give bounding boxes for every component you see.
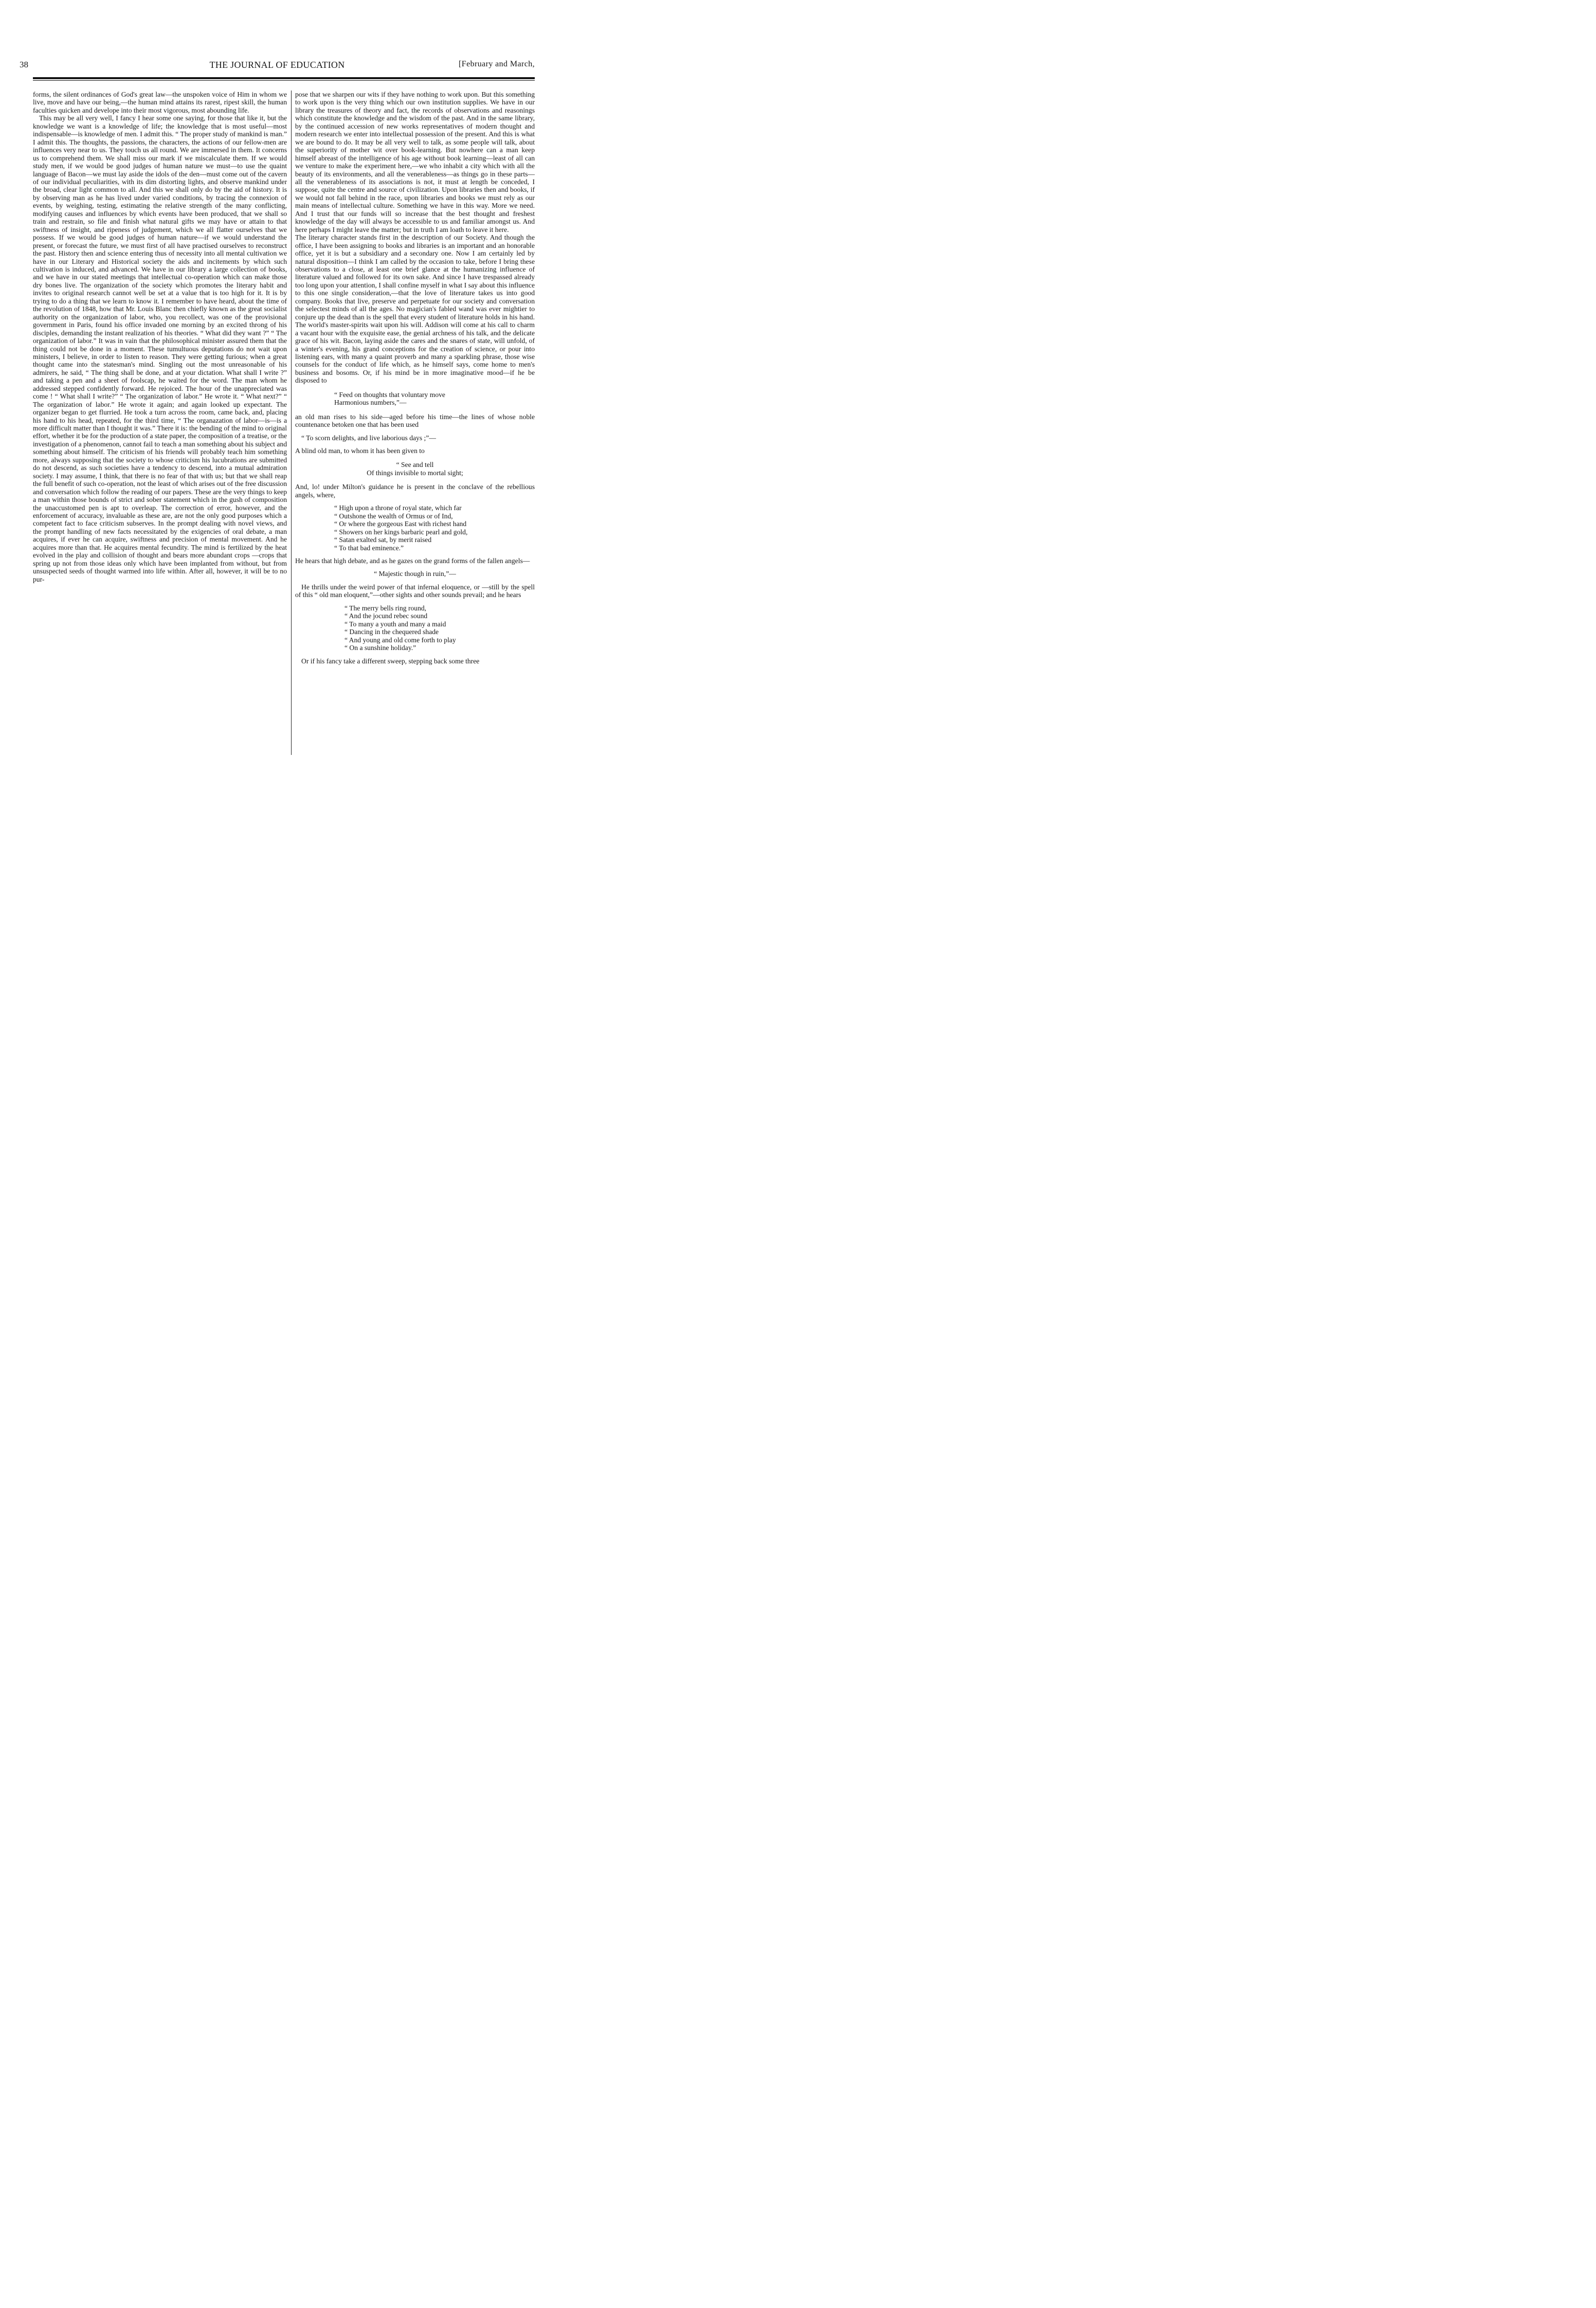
verse-line: “ To scorn delights, and live laborious days ;”— <box>301 434 436 442</box>
right-paragraph-1: pose that we sharpen our wits if they have nothing to work upon. But this something to work upon is the very thing which our own institution supplies. We have in our library the treasures of theory and fact, the records of observations and reasonings which constitute the knowledge and the wisdom of the past. And in the same library, by the continued accession of new works representatives of modern thought and modern research we enter into intellectual possession of the present. And this is what we are bound to do. It may be all very well to talk, as some people will talk, about the superiority of mother wit over book-learning. But nowhere can a man keep himself abreast of the intelligence of his age without book learning—least of all can we venture to make the experiment here,—we who inhabit a city which with all the beauty of its environments, and all the venerableness—as things go in these parts—all the venerableness of its associations is not, it must at length be conceded, I suppose, quite the centre and source of civilization. Upon libraries then and books, if we would not fall behind in the race, upon libraries and books we must rely as our main means of intellectual culture. Something we have in this way. More we need. And I trust that our funds will so increase that the best thought and freshest knowledge of the day will always be accessible to us and familiar amongst us. And here perhaps I might leave the matter; but in truth I am loath to leave it here. <box>295 91 535 233</box>
verse-quote-6 <box>344 604 535 652</box>
verse-line: “ Feed on thoughts that voluntary move <box>334 390 445 399</box>
verse-line: “ Or where the gorgeous East with richest hand <box>334 520 467 528</box>
right-paragraph-4: A blind old man, to whom it has been given to <box>295 447 425 455</box>
verse-quote-1 <box>334 391 535 407</box>
verse-line: Harmonious numbers,”— <box>334 399 407 407</box>
header-rule-thin <box>33 80 535 81</box>
right-paragraph-7: He thrills under the weird power of that infernal eloquence, or —still by the spell of this “ old man eloquent,”—other sights and other sounds prevail; and he hears <box>295 583 535 599</box>
issue-month: [February and March, <box>459 60 535 68</box>
verse-line: “ On a sunshine holiday.” <box>344 644 416 652</box>
right-paragraph-8: Or if his fancy take a different sweep, stepping back some three <box>301 657 480 665</box>
verse-line: “ To that bad eminence.” <box>334 544 404 552</box>
verse-quote-5 <box>295 570 535 578</box>
header-rule <box>33 77 535 79</box>
verse-line: “ High upon a throne of royal state, which far <box>334 504 462 512</box>
right-paragraph-3: an old man rises to his side—aged before his time—the lines of whose noble countenance betoken one that has been used <box>295 412 535 429</box>
verse-quote-2 <box>301 434 535 442</box>
verse-line: “ Showers on her kings barbaric pearl and gold, <box>334 528 468 536</box>
verse-line: “ See and tell <box>396 461 434 469</box>
page-number: 38 <box>20 60 28 69</box>
verse-line: “ Majestic though in ruin,”— <box>374 570 456 578</box>
verse-quote-3 <box>295 461 535 477</box>
right-paragraph-2: The literary character stands first in the description of our Society. And though the office, I have been assigning to books and libraries is an important and an honorable office, yet it is but a subsidiary and a secondary one. Now I am certainly led by natural disposition—I think I am called by the occasion to take, before I bring these observations to a close, at least one brief glance at the humanizing influence of literature valued and followed for its own sake. And since I have trespassed already too long upon your attention, I shall confine myself in what I say about this influence to this one single consideration,—that the love of literature takes us into good company. Books that live, preserve and perpetuate for our society and conversation the selectest minds of all the ages. No magician's fabled wand was ever mightier to conjure up the dead than is the spell that every student of literature holds in his hand. The world's master-spirits wait upon his will. Addison will come at his call to charm a vacant hour with the exquisite ease, the genial archness of his talk, and the delicate grace of his wit. Bacon, laying aside the cares and the snares of state, will unfold, of a winter's evening, his grand conceptions for the creation of science, or pour into listening ears, with many a quaint proverb and many a sparkling phrase, those wise counsels for the conduct of life which, as he himself says, come home to men's business and bosoms. Or, if his mind be in more imaginative mood—if he be disposed to <box>295 233 535 385</box>
right-column <box>295 91 535 665</box>
verse-line: “ And the jocund rebec sound <box>344 612 428 620</box>
verse-line: “ Satan exalted sat, by merit raised <box>334 536 432 544</box>
right-paragraph-6: He hears that high debate, and as he gazes on the grand forms of the fallen angels— <box>295 557 530 565</box>
column-divider <box>291 91 292 755</box>
verse-line: “ Dancing in the chequered shade <box>344 628 439 636</box>
page-header <box>20 60 535 71</box>
verse-line: Of things invisible to mortal sight; <box>367 468 463 477</box>
verse-line: “ Outshone the wealth of Ormus or of Ind, <box>334 512 453 520</box>
verse-line: “ To many a youth and many a maid <box>344 620 446 628</box>
verse-line: “ The merry bells ring round, <box>344 604 427 612</box>
verse-line: “ And young and old come forth to play <box>344 636 456 644</box>
left-column <box>33 91 287 583</box>
left-paragraph-2: This may be all very well, I fancy I hear some one saying, for those that like it, but the knowledge we want is a knowledge of life; the knowledge that is most useful—most indispensable—is knowledge of men. I admit this. “ The proper study of mankind is man.” I admit this. The thoughts, the passions, the characters, the actions of our fellow-men are influences very near to us. They touch us all round. We are immersed in them. It concerns us to comprehend them. We shall miss our mark if we miscalculate them. If we would study men, if we would be good judges of human nature we must—to use the quaint language of Bacon—we must lay aside the idols of the den—must come out of the cavern of our individual peculiarities, with its dim distorting lights, and observe mankind under the broad, clear light common to all. And this we shall only do by the aid of history. It is by observing man as he has lived under varied conditions, by tracing the connexion of events, by weighing, testing, estimating the relative strength of the many conflicting, modifying causes and influences by which events have been produced, that we shall so train and restrain, so file and finish what natural gifts we may have or attain to that swiftness of insight, and ripeness of judgement, which we all flatter ourselves that we possess. If we would be good judges of human nature—if we would understand the present, or forecast the future, we must first of all have practised ourselves to reconstruct the past. History then and science entering thus of necessity into all mental cultivation we have in our Literary and Historical society the aids and incitements by which such cultivation is induced, and advanced. We have in our library a large collection of books, and we have in our stated meetings that intellectual co-operation which can make those dry bones live. The organization of the society which promotes the literary habit and invites to original research cannot well be set at a value that is too high for it. It is by trying to do a thing that we learn to know it. I remember to have heard, about the time of the revolution of 1848, how that Mr. Louis Blanc then chiefly known as the great socialist authority on the organization of labor, who, you recollect, was one of the provisional government in Paris, found his office invaded one morning by an excited throng of his disciples, demanding the instant realization of his theories. “ What did they want ?” “ The organization of labor.” It was in vain that the philosophical minister assured them that the thing could not be done in a moment. These tumultuous deputations do not wait upon ministers, I believe, in order to listen to reason. They were getting furious; when a great thought came into the statesman's mind. Singling out the most unreasonable of his admirers, he said, “ The thing shall be done, and at your dictation. What shall I write ?” and taking a pen and a sheet of foolscap, he waited for the word. The man whom he addressed stepped confidently forward. He rejoiced. The hour of the unappreciated was come ! “ What shall I write?” “ The organization of labor.” He wrote it. “ What next?” “ The organization of labor.” He wrote it again; and again looked up expectant. The organizer began to get flurried. He took a turn across the room, came back, and, placing his hand to his head, repeated, for the third time, “ The organazation of labor—is—is a more difficult matter than I thought it was.” There it is: the bending of the mind to original effort, whether it be for the production of a state paper, the composition of a treatise, or the investigation of a phenomenon, cannot fail to teach a man something about his subject and something about himself. The criticism of his friends will probably teach him something more, always supposing that the society to whose criticism his lucubrations are submitted do not descend, as such societies have a tendency to descend, into a mutual admiration society. I may assume, I think, that there is no fear of that with us; but that we shall reap the full benefit of such co-operation, not the least of which arises out of the free discussion and conversation which follow the reading of our papers. These are the very things to keep a man within those bounds of strict and sober statement which in the gush of composition the unaccustomed pen is apt to overleap. The correction of error, however, and the enforcement of accuracy, invaluable as these are, are not the only good purposes which a competent fact to face criticism subserves. In the prompt dealing with novel views, and the prompt handling of new facts necessitated by the exigencies of oral debate, a man acquires, if ever he can acquire, swiftness and precision of mental movement. And he acquires more than that. He acquires mental fecundity. The mind is fertilized by the heat evolved in the play and collision of thought and bears more abundant crops —crops that spring up not from those ideas only which have been implanted from without, but from unsuspected seeds of thought warmed into life within. After all, however, it will be to no pur- <box>33 114 287 583</box>
journal-title: THE JOURNAL OF EDUCATION <box>209 60 345 70</box>
left-paragraph-1: forms, the silent ordinances of God's great law—the unspoken voice of Him in whom we live, move and have our being,—the human mind attains its rarest, ripest skill, the human faculties quicken and develope into their most vigorous, most abounding life. <box>33 91 287 114</box>
verse-quote-4 <box>334 504 535 552</box>
right-paragraph-5: And, lo! under Milton's guidance he is present in the conclave of the rebellious angels, where, <box>295 483 535 499</box>
